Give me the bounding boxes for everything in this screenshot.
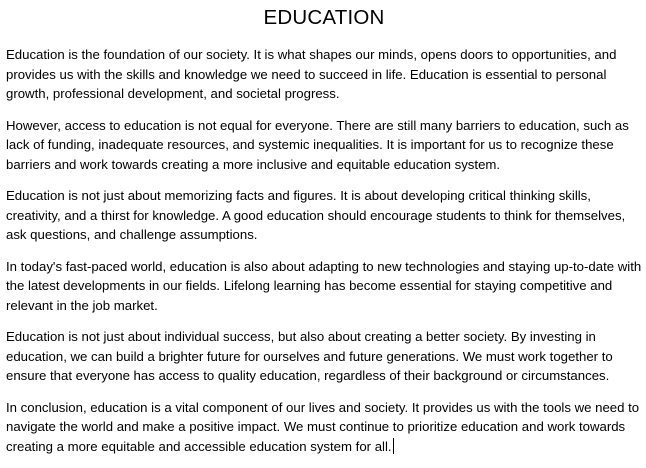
text-cursor [393,438,394,454]
paragraph-technology: In today's fast-paced world, education is also about adapting to new technologies and staying up-to-date with the latest developments in our fields. Lifelong learning has become essential for staying competitive and relevant in the job market. [6,258,642,313]
document-title: EDUCATION [263,6,385,29]
paragraph-conclusion [6,398,642,457]
paragraph-society: Education is not just about individual success, but also about creating a better society. By investing in education, we can build a brighter future for ourselves and future generations. We must work together to ensure that everyone has access to quality education, regardless of their background or circumstances. [6,329,613,383]
document-body[interactable] [6,4,642,456]
paragraph-foundation: Education is the foundation of our society. It is what shapes our minds, opens doors to opportunities, and provides us with the skills and knowledge we need to succeed in life. Education is essential to personal growth, professional development, and societal progress. [6,47,617,101]
paragraph-critical-thinking: Education is not just about memorizing facts and figures. It is about developing critical thinking skills, creativity, and a thirst for knowledge. A good education should encourage students to think for themselves, ask questions, and challenge assumptions. [6,188,626,242]
paragraph-conclusion-text: In conclusion, education is a vital component of our lives and society. It provides us with the tools we need to navigate the world and make a positive impact. We must continue to prioritize education and work towards creating a more equitable and accessible education system for all. [6,399,640,454]
paragraph-access: However, access to education is not equal for everyone. There are still many barriers to education, such as lack of funding, inadequate resources, and systemic inequalities. It is important for us to recognize these barriers and work towards creating a more inclusive and equitable education system. [6,117,629,172]
